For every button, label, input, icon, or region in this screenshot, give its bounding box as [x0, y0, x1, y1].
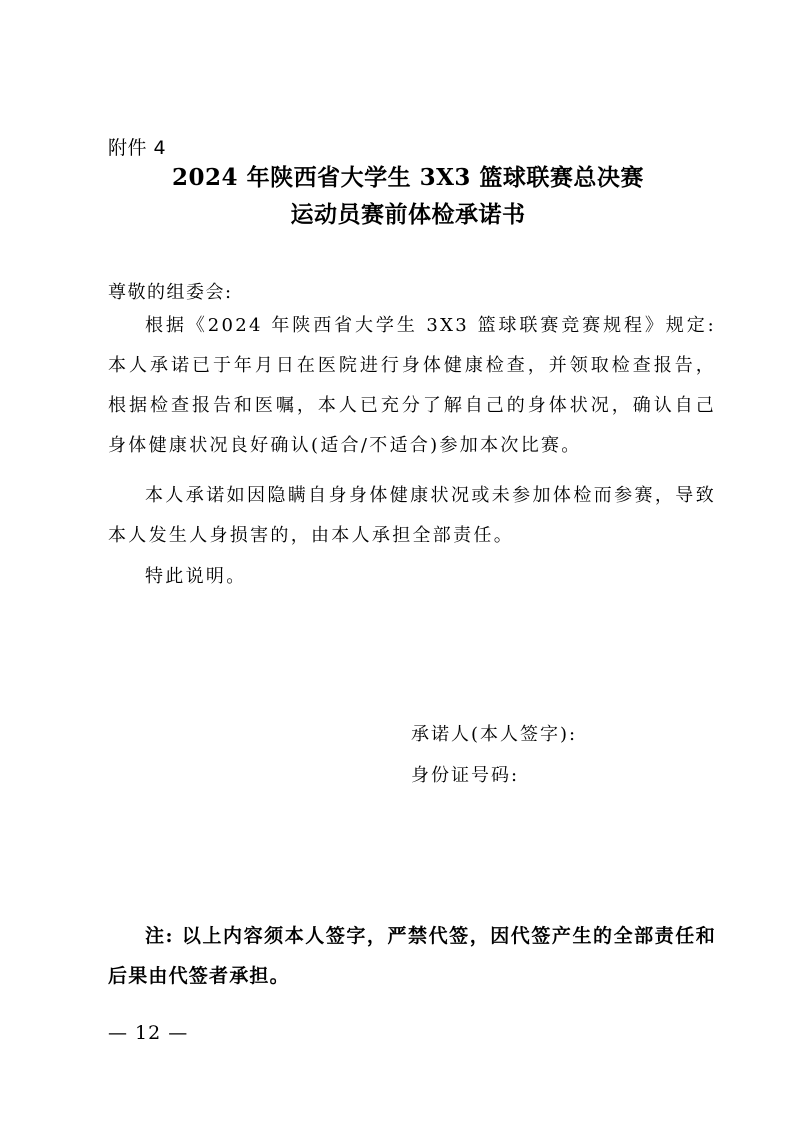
document-title-line-1: 2024 年陕西省大学生 3X3 篮球联赛总决赛: [172, 164, 644, 191]
page-number: — 12 —: [108, 1022, 189, 1044]
signature-label: 承诺人(本人签字):: [411, 724, 578, 745]
attachment-label: 附件 4: [108, 137, 167, 159]
salutation: 尊敬的组委会:: [108, 282, 233, 303]
paragraph-closing: 特此说明。: [145, 566, 247, 587]
document-title-line-2: 运动员赛前体检承诺书: [290, 201, 526, 228]
id-number-label: 身份证号码:: [411, 765, 520, 786]
signing-note: 注: 以上内容须本人签字，严禁代签，因代签产生的全部责任和后果由代签者承担。: [108, 925, 716, 987]
paragraph-responsibility: 本人承诺如因隐瞒自身身体健康状况或未参加体检而参赛，导致本人发生人身损害的，由本人承担全部责任。: [108, 485, 716, 546]
paragraph-regulation: 根据《2024 年陕西省大学生 3X3 篮球联赛竞赛规程》规定: 本人承诺已于年月日在医院进行身体健康检查，并领取检查报告，根据检查报告和医嘱，本人已充分了解自己的身体状况，确认自己身体健康状况良好确认(适合/不适合)参加本次比赛。: [108, 315, 716, 456]
